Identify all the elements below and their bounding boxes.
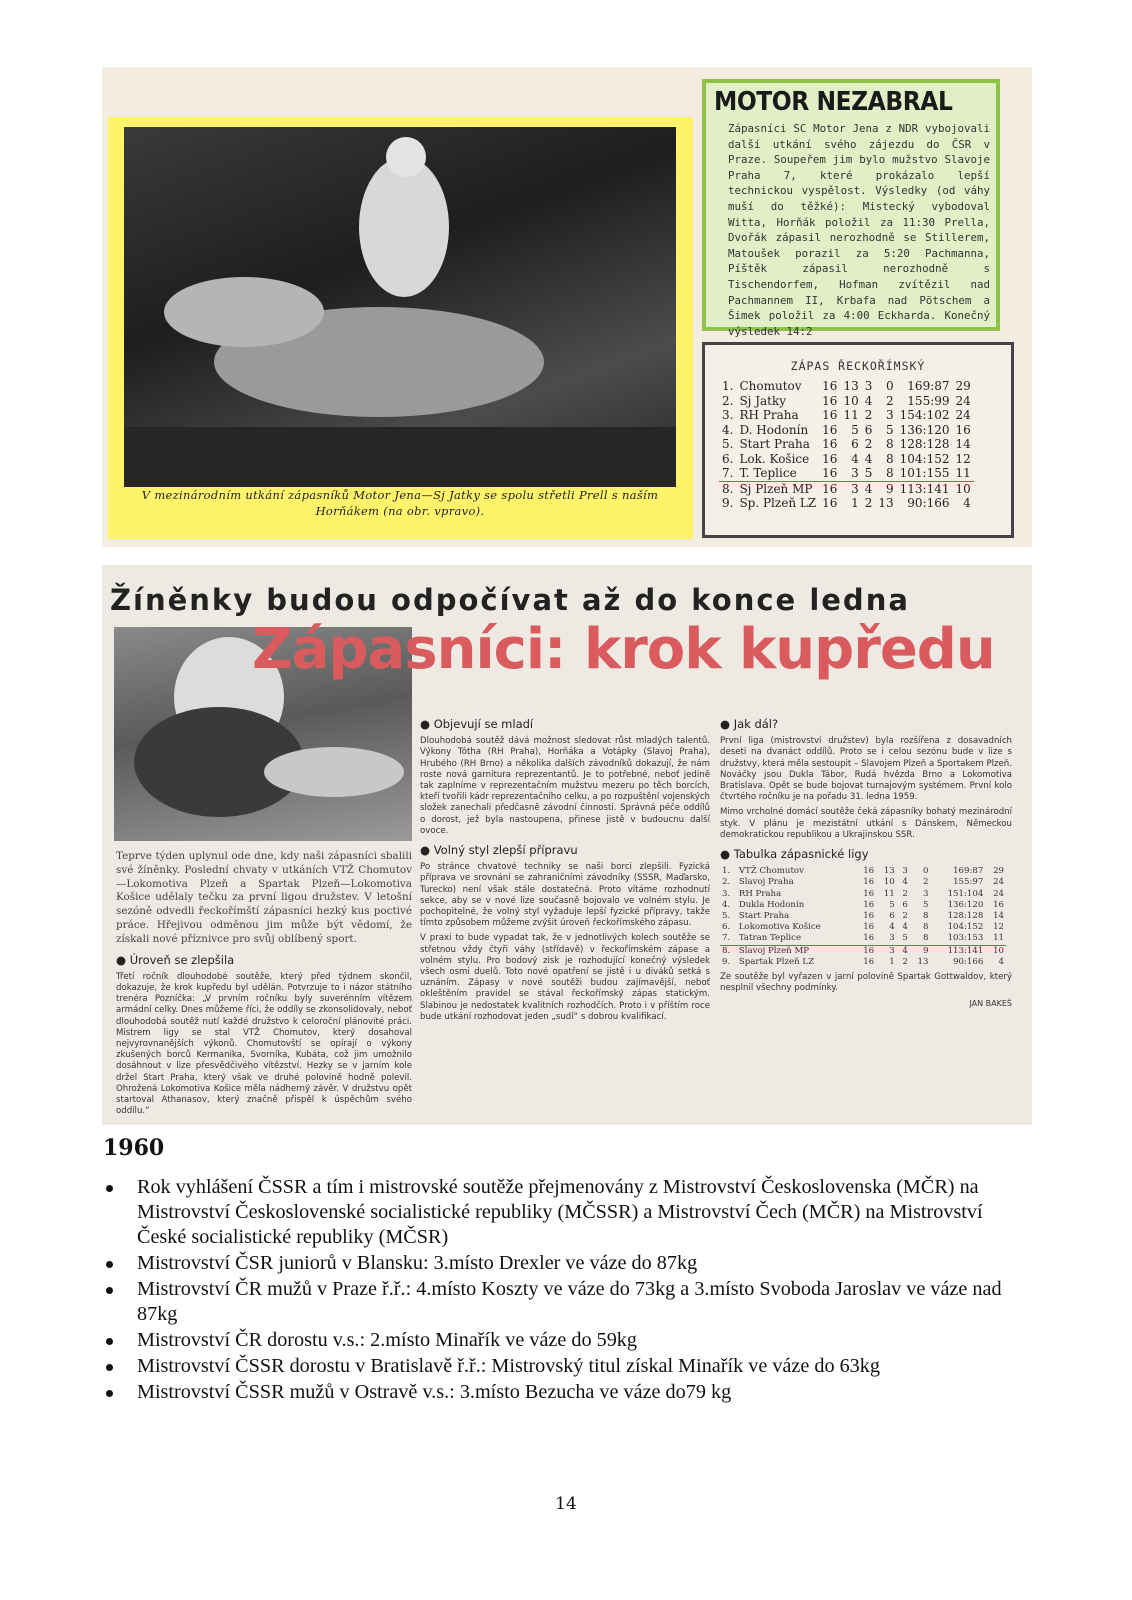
table-cell: 16 (863, 922, 875, 933)
table-cell: 10 (993, 945, 1004, 956)
list-item: Mistrovství ČSSR mužů v Ostravě v.s.: 3.místo Bezucha ve váze do79 kg (103, 1380, 1033, 1405)
table-cell: 16 (822, 422, 838, 437)
table-cell: 29 (993, 866, 1004, 877)
table-cell: D. Hodonín (739, 422, 809, 437)
table-cell: 5 (889, 899, 895, 910)
table-cell: 3 (876, 933, 897, 945)
table-cell: 5 (851, 422, 859, 437)
table-cell: 113:141 (899, 481, 950, 496)
table-cell: 3 (902, 866, 908, 877)
section-heading-uroven: ● Úroveň se zlepšila (116, 955, 412, 966)
table-cell: 6 (851, 437, 859, 451)
table-cell: 5. (722, 911, 731, 922)
section-text-volny-styl: Po stránce chvatové techniky se naši borci zlepšili. Fyzická příprava ve srovnání se zahraničními závodníky (SSSR, Maďarsko, Turecko) není však stále dostatečná. Proto vítáme rozhodnutí sekce, aby se v nové lize současně bojovalo ve volném stylu. Je pochopitelné, že volný styl vyžaduje lepší fyzické přípravy, takže tímto způsobem můžeme zvýšit úroveň řeckořímského zápasu. (420, 862, 710, 929)
table-cell: 5 (923, 899, 929, 910)
table-cell: 16 (822, 393, 838, 408)
section-heading-jak-dal: ● Jak dál? (720, 719, 1012, 730)
table-cell: 1. (722, 379, 734, 393)
table-cell: 6 (889, 911, 895, 922)
table-cell: 13 (878, 496, 894, 510)
table-cell: 24 (955, 408, 971, 422)
table-cell: 24 (955, 393, 971, 408)
list-item: Mistrovství ČSR juniorů v Blansku: 3.místo Drexler ve váze do 87kg (103, 1251, 1033, 1276)
section-text-volny-styl-2: V praxi to bude vypadat tak, že v jednotlivých kolech soutěže se střetnou vždy čtyři váhy (střídavě) v řeckořímském zápase a volném stylu. Pro bodový zisk je rozhodující konečný výsledek všech osmi duelů. Toto nové opatření se jistě i u diváků setká s uznáním. Zápasy v nové soutěži budou zajímavější, neboť okleštěním pravidel se stával řeckořímský zápas statickým. Slabinou je nedostatek kvalitních rozhodčích. Proto i v příštím roce bude utkání rozhodovat jeden „sudí“ s dobrou kvalifikací. (420, 933, 710, 1022)
table-cell: 90:166 (953, 956, 984, 967)
table-cell: 16 (863, 866, 875, 877)
section-heading-mladi: ● Objevují se mladí (420, 719, 710, 730)
table-cell: 9 (886, 481, 894, 496)
article-title: MOTOR NEZABRAL (714, 87, 953, 117)
table-cell: 11 (883, 888, 895, 899)
table-cell: 3 (889, 945, 895, 956)
table-cell: 11 (985, 933, 1006, 945)
table-cell: 2 (902, 911, 908, 922)
table-row (720, 957, 1006, 968)
table-cell: 29 (955, 379, 971, 393)
table-cell: 11 (843, 408, 859, 422)
article-column-2 (420, 711, 710, 1027)
table-cell: 8 (886, 451, 894, 466)
table-cell: 154:102 (899, 408, 950, 422)
table-cell: 16 (819, 466, 840, 481)
table-row (719, 466, 974, 481)
table-row (720, 889, 1006, 900)
table-cell: 10 (883, 877, 895, 888)
section-heading-tabulka: ● Tabulka zápasnické ligy (720, 849, 1012, 860)
table-cell: 0 (923, 866, 929, 877)
table-cell: Sp. Plzeň LZ (739, 496, 817, 510)
table-cell: 5 (886, 422, 894, 437)
table-cell: Start Praha (738, 911, 790, 922)
table-cell: 2 (864, 408, 873, 422)
table-cell: 16 (856, 933, 877, 945)
table-cell: Tatran Teplice (737, 933, 856, 945)
table-footnote: Ze soutěže byl vyřazen v jarní polovině Spartak Gottwaldov, který nesplnil všechny podmínky. (720, 972, 1012, 994)
table-cell: 2 (864, 437, 873, 451)
table-row (720, 900, 1006, 911)
table-cell: 8 (910, 933, 931, 945)
table-cell: 4 (902, 922, 908, 933)
table-cell: Sj Jatky (739, 393, 787, 408)
table-cell: 16 (863, 945, 875, 956)
table-cell: 9. (722, 496, 734, 510)
table-cell: 3 (840, 466, 861, 481)
wrestling-photo-frame (108, 117, 693, 539)
table-row (720, 911, 1006, 922)
table-cell: 9. (722, 956, 731, 967)
table-cell: 169:87 (953, 866, 984, 877)
table-cell: 8 (886, 437, 894, 451)
table-row (719, 408, 974, 423)
article-intro: Teprve týden uplynul ode dne, kdy naši zápasníci sbalili své žíněnky. Poslední chvaty v utkáních VTŽ Chomutov—Lokomotiva Plzeň a Spartak Plzeň—Lokomotiva Košice udělaly tečku za první ligou družstev. V letošní sezóně odvedli řeckořímští zápasníci hezký kus poctivé práce. Hřejivou odměnou jim může být vědomí, že získali nové příznivce pro svůj oblíbený sport. (116, 850, 412, 945)
table-cell: 155:99 (907, 393, 950, 408)
table-cell: 101:155 (897, 466, 953, 481)
table-cell: 13 (883, 866, 895, 877)
table-cell: 16 (822, 496, 838, 510)
table-cell: 16 (822, 379, 838, 393)
table-cell: 113:141 (947, 945, 984, 956)
table-cell: 2 (902, 956, 908, 967)
standings-table (719, 379, 974, 511)
table-cell: 104:152 (947, 922, 984, 933)
table-cell: 128:128 (899, 437, 950, 451)
table-cell: 16 (993, 899, 1004, 910)
table-cell: 3. (722, 888, 731, 899)
table-cell: 16 (822, 481, 838, 496)
clipping-title: Zápasníci: krok kupředu (252, 617, 995, 682)
table-cell: 6. (722, 922, 731, 933)
section-text-mezinarodni: Mimo vrcholné domácí soutěže čeká zápasníky bohatý mezinárodní styk. V plánu je mezistátní utkání s Dánskem, Německou demokratickou republikou a Ukrajinskou SSR. (720, 807, 1012, 840)
table-cell: 4 (864, 481, 873, 496)
table-cell: 90:166 (907, 496, 950, 510)
table-cell: 136:120 (899, 422, 950, 437)
table-cell: 14 (993, 911, 1004, 922)
wrestler-standing (359, 157, 449, 297)
table-cell: 4 (864, 451, 873, 466)
table-cell: 169:87 (907, 379, 950, 393)
table-cell: Slavoj Praha (738, 877, 794, 888)
article-body: Zápasníci SC Motor Jena z NDR vybojovali další utkání svého zájezdu do ČSR v Praze. Soupeřem jim bylo mužstvo Slavoje Praha 7, které prokázalo lepší technickou vyspělost. Výsledky (od váhy muší do těžké): Mistecký vybodoval Witta, Horňák položil za 11:30 Prella, Dvořák zápasil nerozhodně se Stillerem, Matoušek porazil za 5:20 Pachmanna, Píštěk zápasil nerozhodně s Tischendorfem, Hofman zvítězil nad Pachmannem II, Krbafa nad Pötschem a Šimek položil za 4:00 Eckharda. Konečný výsledek 14:2 (728, 122, 990, 338)
league-table (720, 866, 1006, 968)
table-cell: 4 (902, 945, 908, 956)
table-cell: 8. (722, 945, 731, 956)
table-cell: 8 (923, 922, 929, 933)
table-cell: Lokomotiva Košice (738, 922, 821, 933)
wrestler-leg (264, 747, 404, 797)
table-cell: Slavoj Plzeň MP (738, 945, 810, 956)
table-cell: 9 (923, 945, 929, 956)
table-cell: 16 (822, 437, 838, 451)
table-cell: Chomutov (739, 379, 802, 393)
table-row (720, 933, 1006, 945)
table-cell: 4. (722, 422, 734, 437)
table-cell: Sj Plzeň MP (739, 481, 813, 496)
standings-box (702, 342, 1014, 538)
list-item: Rok vyhlášení ČSSR a tím i mistrovské soutěže přejmenovány z Mistrovství Československa (MČR) na Mistrovství Československé socialistické republiky (MČSSR) a Mistrovství Čech (MČR) na Mistrovství České socialistické republiky (MČSR) (103, 1175, 1033, 1250)
table-cell: 12 (955, 451, 971, 466)
table-cell: RH Praha (738, 888, 782, 899)
newspaper-clipping-krok-kupredu (102, 565, 1032, 1125)
table-cell: 5. (722, 437, 734, 451)
table-cell: 13 (843, 379, 859, 393)
year-heading: 1960 (103, 1135, 165, 1161)
table-cell: 13 (917, 956, 929, 967)
table-cell: 103:153 (930, 933, 985, 945)
section-text-mladi: Dlouhodobá soutěž dává možnost sledovat růst mladých talentů. Výkony Tótha (RH Praha), Horňáka a Votápky (Slavoj Praha), Hrubého (RH Brno) a několika dalších závodníků dokazují, že nám roste nová garnitura reprezentantů. Je to potřebné, neboť jedině tak zaplníme v reprezentačním mužstvu mezeru po těch borcích, kteří tvořili kádr reprezentačního celku, a po rozpuštění vojenských složek zanechali předčasně závodní činnosti. Správná péče oddílů o dorost, jež byla nastoupena, přinese jistě v budoucnu další ovoce. (420, 736, 710, 836)
table-cell: 0 (886, 379, 894, 393)
table-cell: 4 (851, 451, 859, 466)
table-cell: Spartak Plzeň LZ (738, 956, 815, 967)
table-cell: 24 (993, 888, 1004, 899)
article-column-3 (720, 711, 1012, 1014)
table-cell: 136:120 (947, 899, 984, 910)
table-row (719, 423, 974, 438)
table-cell: 16 (863, 877, 875, 888)
table-cell: 16 (863, 899, 875, 910)
table-cell: 3. (722, 408, 734, 422)
table-cell: 16 (955, 422, 971, 437)
table-cell: 151:104 (947, 888, 984, 899)
table-cell: 16 (863, 956, 875, 967)
table-cell: 6. (722, 451, 734, 466)
table-cell: 8 (875, 466, 896, 481)
mat-shadow (124, 427, 676, 487)
table-cell: 1 (851, 496, 859, 510)
table-cell: 2. (722, 877, 731, 888)
table-cell: VTŽ Chomutov (738, 866, 804, 877)
table-cell: 6 (902, 899, 908, 910)
table-cell: 4 (902, 877, 908, 888)
table-row (720, 866, 1006, 877)
section-text-jak-dal: První liga (mistrovství družstev) byla rozšířena z dosavadních deseti na dvanáct oddílů. Proto se i celou sezónu bude v lize s družstvy, která měla sestoupit – Slavojem Plzeň a Sportakem Plzeň. Nováčky jsou Dukla Tábor, Rudá hvězda Brno a Lokomotiva Bratislava. Opět se bude bojovat turnajovým systémem. První kolo čtvrtého ročníku je na pořadu 31. ledna 1959. (720, 736, 1012, 803)
table-cell: 7. (720, 933, 737, 945)
section-text-uroven: Třetí ročník dlouhodobé soutěže, který před týdnem skončil, dokazuje, že krok kupředu byl udělán. Potvrzuje to i názor státního trenéra Pozníčka: „V prvním ročníku byly suverénním vítězem armádní celky. Dnes můžeme říci, že oddíly se zkonsolidovaly, neboť dlouhodobá soutěž nutí každé družstvo k celoroční plánovité práci. Mistrem ligy se stal VTŽ Chomutov, který dosahoval nejvyrovnanějších výkonů. Chomutovští se opírají o výkony zkušených borců Kermanika, Svorníka, Kubáta, což jim umožnilo dosáhnout v lize přesvědčivého vítězství. Hezky se v jarním kole držel Start Praha, který však ve druhé polovině hodně polevil. Ohrožená Lokomotiva Košice měla nádherný závěr. V družstvu opět startoval Athanasov, který značně přispěl k úspěchům svého oddílu.“ (116, 971, 412, 1117)
motor-article-box (702, 79, 1000, 338)
wrestler-arm (164, 277, 324, 347)
table-row (719, 379, 974, 394)
table-cell: 104:152 (899, 451, 950, 466)
table-cell: 10 (955, 481, 971, 496)
table-cell: 24 (993, 877, 1004, 888)
table-cell: 16 (863, 888, 875, 899)
table-row (719, 496, 974, 511)
table-cell: Start Praha (739, 437, 810, 451)
table-cell: 10 (843, 393, 859, 408)
table-row (720, 922, 1006, 933)
list-item: Mistrovství ČR mužů v Praze ř.ř.: 4.místo Koszty ve váze do 73kg a 3.místo Svoboda Jaroslav ve váze nad 87kg (103, 1277, 1033, 1327)
table-cell: 2. (722, 393, 734, 408)
list-item: Mistrovství ČSSR dorostu v Bratislavě ř.ř.: Mistrovský titul získal Minařík ve váze do 63kg (103, 1354, 1033, 1379)
table-cell: 8 (923, 911, 929, 922)
list-item: Mistrovství ČR dorostu v.s.: 2.místo Minařík ve váze do 59kg (103, 1328, 1033, 1353)
table-cell: 1 (889, 956, 895, 967)
table-cell: 14 (955, 437, 971, 451)
table-cell: 5 (897, 933, 910, 945)
article-author: JAN BAKEŠ (969, 999, 1012, 1009)
table-cell: 155:97 (953, 877, 984, 888)
table-cell: 16 (863, 911, 875, 922)
table-row (720, 945, 1006, 957)
wrestling-photo (124, 127, 676, 479)
article-column-1 (116, 850, 412, 1121)
table-cell: Lok. Košice (739, 451, 810, 466)
table-cell: 4 (963, 496, 971, 510)
photo-caption: V mezinárodním utkání zápasníků Motor Jena—Sj Jatky se spolu střetli Prell s naším Horňákem (na obr. vpravo). (141, 488, 659, 518)
table-row (720, 877, 1006, 888)
clipping-headline: Žíněnky budou odpočívat až do konce ledna (110, 583, 910, 617)
table-cell: 4 (998, 956, 1004, 967)
page-number: 14 (555, 1494, 577, 1514)
table-cell: 2 (886, 393, 894, 408)
table-cell: 4 (864, 393, 873, 408)
table-cell: 16 (822, 408, 838, 422)
table-cell: 3 (886, 408, 894, 422)
table-cell: 3 (864, 379, 873, 393)
results-list (103, 1175, 1033, 1406)
table-cell: 3 (923, 888, 929, 899)
table-cell: 5 (862, 466, 876, 481)
table-cell: 1. (722, 866, 731, 877)
table-cell: 7. (719, 466, 736, 481)
table-row (719, 394, 974, 409)
table-cell: 16 (822, 451, 838, 466)
table-cell: 2 (864, 496, 873, 510)
table-cell: 11 (953, 466, 974, 481)
table-cell: RH Praha (739, 408, 799, 422)
table-cell: T. Teplice (736, 466, 819, 481)
table-row (719, 481, 974, 496)
table-cell: 12 (993, 922, 1004, 933)
table-cell: 128:128 (947, 911, 984, 922)
section-heading-volny-styl: ● Volný styl zlepší přípravu (420, 845, 710, 856)
table-cell: 8. (722, 481, 734, 496)
wrestler-head (386, 137, 426, 177)
table-cell: 2 (902, 888, 908, 899)
standings-title: ZÁPAS ŘECKOŘÍMSKÝ (790, 359, 926, 373)
table-cell: 4 (889, 922, 895, 933)
table-cell: 2 (923, 877, 929, 888)
table-cell: 6 (864, 422, 873, 437)
table-row (719, 452, 974, 467)
table-cell: 4. (722, 899, 731, 910)
table-row (719, 437, 974, 452)
newspaper-clipping-motor-nezabral (102, 67, 1032, 547)
table-cell: Dukla Hodonín (738, 899, 805, 910)
table-cell: 3 (851, 481, 859, 496)
